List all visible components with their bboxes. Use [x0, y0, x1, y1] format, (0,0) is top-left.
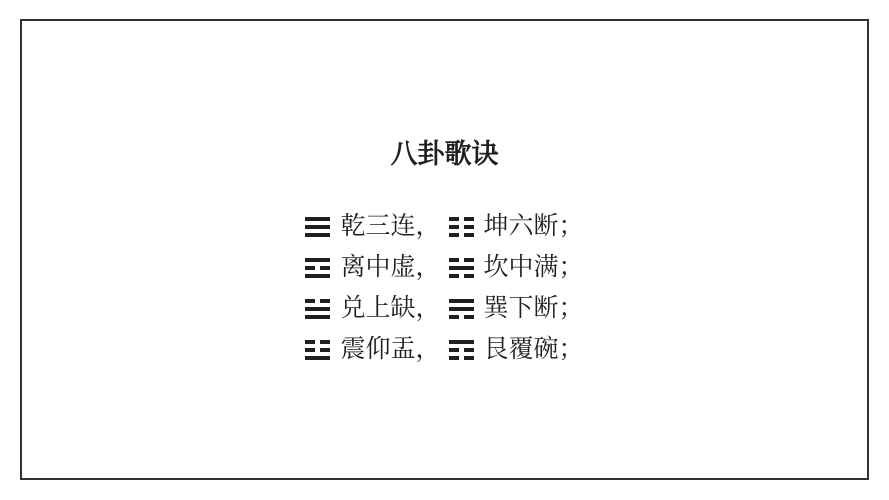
trigram-xun-icon — [449, 299, 474, 319]
trigram-qian-icon — [305, 217, 330, 237]
verse-segment — [305, 296, 440, 321]
verse-segment — [449, 296, 584, 321]
verse-text: 坎中满； — [483, 253, 584, 282]
verse-segment — [305, 255, 440, 280]
verse-segment — [305, 337, 440, 362]
verse-line — [22, 206, 867, 247]
trigram-kan-icon — [449, 258, 474, 278]
verse-text: 兑上缺， — [340, 294, 441, 323]
verse-line — [22, 329, 867, 370]
verse-line — [22, 247, 867, 288]
verse-text: 巽下断； — [483, 294, 584, 323]
verse — [22, 206, 867, 370]
verse-segment — [449, 337, 584, 362]
verse-text: 坤六断； — [483, 212, 584, 241]
verse-line — [22, 288, 867, 329]
content-frame — [20, 19, 869, 480]
page-title: 八卦歌诀 — [390, 139, 499, 169]
verse-segment — [449, 255, 584, 280]
verse-text: 震仰盂， — [340, 335, 441, 364]
trigram-li-icon — [305, 258, 330, 278]
verse-text: 艮覆碗； — [483, 335, 584, 364]
trigram-gen-icon — [449, 340, 474, 360]
trigram-dui-icon — [305, 299, 330, 319]
trigram-zhen-icon — [305, 340, 330, 360]
verse-text: 乾三连， — [340, 212, 441, 241]
trigram-kun-icon — [449, 217, 474, 237]
verse-segment — [305, 214, 440, 239]
verse-segment — [449, 214, 584, 239]
verse-text: 离中虚， — [340, 253, 441, 282]
